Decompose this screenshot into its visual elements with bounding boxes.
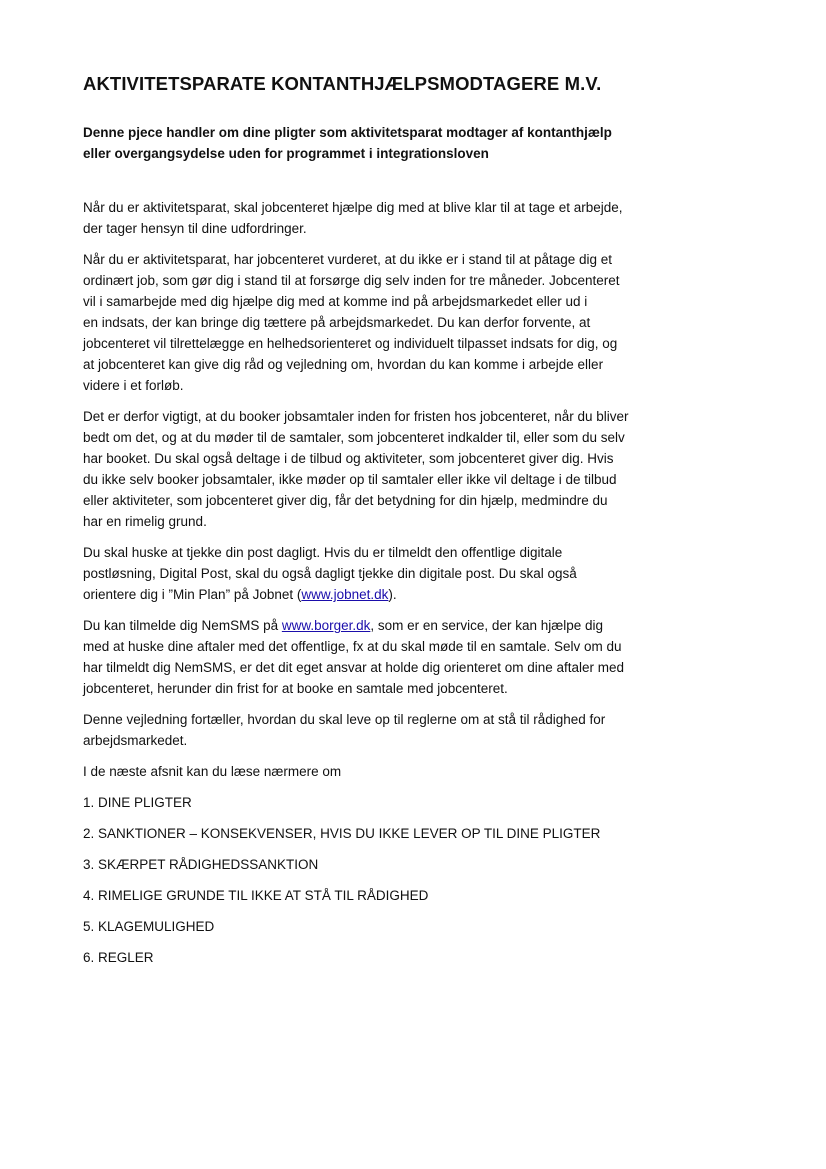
text-line: du ikke selv booker jobsamtaler, ikke møder op til samtaler eller ikke vil deltage i de tilbud (83, 472, 617, 487)
text-line: eller aktiviteter, som jobcenteret giver dig, får det betydning for din hjælp, medmindre du (83, 493, 608, 508)
paragraph-5 (83, 615, 726, 699)
text-segment: orientere dig i ”Min Plan” på Jobnet ( (83, 587, 302, 602)
text-line: Når du er aktivitetsparat, skal jobcenteret hjælpe dig med at blive klar til at tage et arbejde, (83, 200, 623, 215)
text-line: med at huske dine aftaler med det offentlige, fx at du skal møde til en samtale. Selv om du (83, 639, 622, 654)
text-line: Det er derfor vigtigt, at du booker jobsamtaler inden for fristen hos jobcenteret, når du bliver (83, 409, 629, 424)
text-line: Når du er aktivitetsparat, har jobcenteret vurderet, at du ikke er i stand til at påtage dig et (83, 252, 613, 267)
text-line (83, 615, 726, 636)
text-line: ordinært job, som gør dig i stand til at forsørge dig selv inden for tre måneder. Jobcenteret (83, 273, 620, 288)
section-item: 5. KLAGEMULIGHED (83, 919, 215, 934)
text-line: jobcenteret vil tilrettelægge en helhedsorienteret og individuelt tilpasset indsats for dig, og (83, 336, 618, 351)
text-line: har tilmeldt dig NemSMS, er det dit eget ansvar at holde dig orienteret om dine aftaler med (83, 660, 625, 675)
text-line: at jobcenteret kan give dig råd og vejledning om, hvordan du kan komme i arbejde eller (83, 357, 604, 372)
section-item: 2. SANKTIONER – KONSEKVENSER, HVIS DU IKKE LEVER OP TIL DINE PLIGTER (83, 826, 601, 841)
text-line: videre i et forløb. (83, 378, 184, 393)
text-line: postløsning, Digital Post, skal du også dagligt tjekke din digitale post. Du skal også (83, 566, 577, 581)
section-item: 4. RIMELIGE GRUNDE TIL IKKE AT STÅ TIL RÅDIGHED (83, 888, 429, 903)
text-segment: , som er en service, der kan hjælpe dig (370, 618, 604, 633)
text-line: jobcenteret, herunder din frist for at booke en samtale med jobcenteret. (83, 681, 508, 696)
subtitle-line: eller overgangsydelse uden for programmet i integrationsloven (83, 146, 489, 161)
paragraph-2 (83, 249, 726, 396)
text-segment: Du kan tilmelde dig NemSMS på (83, 618, 282, 633)
paragraph-6 (83, 709, 726, 751)
paragraph-4 (83, 542, 726, 605)
paragraph-7 (83, 761, 726, 782)
borger-link[interactable]: www.borger.dk (281, 618, 371, 633)
text-line: bedt om det, og at du møder til de samtaler, som jobcenteret indkalder til, eller som du selv (83, 430, 625, 445)
page-title: AKTIVITETSPARATE KONTANTHJÆLPSMODTAGERE M.V. (83, 73, 602, 94)
text-line: har en rimelig grund. (83, 514, 207, 529)
paragraph-3 (83, 406, 726, 532)
text-line: har booket. Du skal også deltage i de tilbud og aktiviteter, som jobcenteret giver dig. Hvis (83, 451, 614, 466)
text-line: der tager hensyn til dine udfordringer. (83, 221, 307, 236)
subtitle-line: Denne pjece handler om dine pligter som aktivitetsparat modtager af kontanthjælp (83, 125, 612, 140)
text-line (83, 584, 726, 605)
jobnet-link[interactable]: www.jobnet.dk (301, 587, 389, 602)
section-item: 1. DINE PLIGTER (83, 795, 192, 810)
section-item: 3. SKÆRPET RÅDIGHEDSSANKTION (83, 857, 319, 872)
text-segment: ). (388, 587, 397, 602)
section-item: 6. REGLER (83, 950, 154, 965)
text-line: Du skal huske at tjekke din post dagligt. Hvis du er tilmeldt den offentlige digitale (83, 545, 563, 560)
paragraph-1 (83, 197, 726, 239)
subtitle (83, 122, 643, 164)
text-line: I de næste afsnit kan du læse nærmere om (83, 764, 342, 779)
document-body (83, 197, 726, 968)
text-line: Denne vejledning fortæller, hvordan du skal leve op til reglerne om at stå til rådighed for (83, 712, 606, 727)
text-line: arbejdsmarkedet. (83, 733, 188, 748)
text-line: en indsats, der kan bringe dig tættere på arbejdsmarkedet. Du kan derfor forvente, at (83, 315, 591, 330)
text-line: vil i samarbejde med dig hjælpe dig med at komme ind på arbejdsmarkedet eller ud i (83, 294, 588, 309)
section-list (83, 792, 726, 968)
